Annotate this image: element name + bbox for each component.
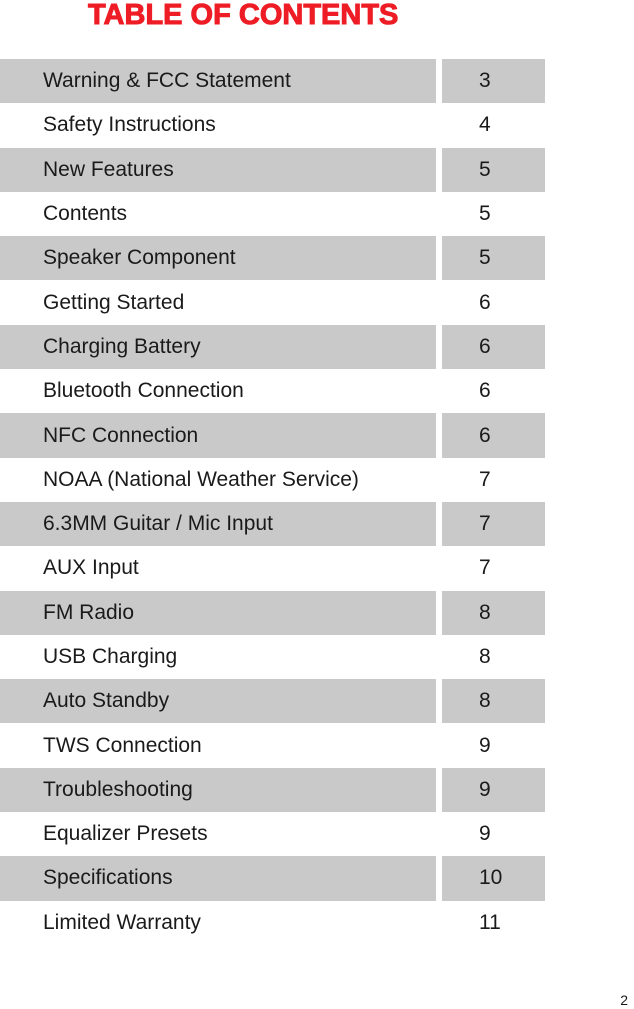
toc-entry [0,280,545,324]
toc-entry-page: 5 [479,202,491,226]
toc-entry-page: 7 [479,467,491,491]
toc-entry-page: 6 [442,413,545,457]
toc-entry [0,546,545,590]
toc-entry-title: Charging Battery [0,325,436,369]
toc-entry [0,723,545,767]
toc-entry-page: 8 [479,645,491,668]
toc-entry-title: Auto Standby [0,679,436,723]
footer-page-number: 2 [620,992,628,1008]
toc-entry-page: 7 [442,502,545,546]
toc-entry-page: 5 [442,148,545,192]
toc-entry-title: NFC Connection [0,413,436,457]
toc-entry-page: 9 [479,733,491,757]
toc-entry-title: TWS Connection [43,733,202,757]
toc-entry [0,856,545,900]
toc-entry-title: Getting Started [43,290,185,314]
toc-entry [0,325,545,369]
toc-entry-title: Troubleshooting [0,768,436,812]
toc-entry-title: Bluetooth Connection [43,379,244,403]
toc-entry [0,502,545,546]
toc-entry [0,901,545,945]
toc-entry [0,768,545,812]
toc-entry-title: New Features [0,148,436,192]
toc-entry-page: 7 [479,556,491,580]
toc-entry [0,812,545,856]
toc-entry-page: 6 [479,379,491,403]
toc-entry-title: USB Charging [43,645,178,668]
toc-entry [0,148,545,192]
toc-entry-title: Speaker Component [0,236,436,280]
toc-entry [0,679,545,723]
toc-entry-title: Safety Instructions [43,113,216,137]
toc-entry [0,236,545,280]
toc-entry [0,369,545,413]
toc-entry-page: 11 [479,910,501,934]
toc-entry-page: 5 [442,236,545,280]
toc-entry-title: Limited Warranty [43,910,201,934]
toc-entry-title: Warning & FCC Statement [0,59,436,103]
toc-entry-page: 10 [442,856,545,900]
toc-entry [0,413,545,457]
toc-entry-page: 9 [479,822,491,846]
toc-entry [0,192,545,236]
toc-entry [0,635,545,679]
toc-entry-page: 6 [479,290,491,314]
toc-entry [0,458,545,502]
toc-entry [0,591,545,635]
toc-entry-page: 4 [479,113,491,137]
toc-entry-page: 6 [442,325,545,369]
toc-entry-title: Specifications [0,856,436,900]
toc-entry-title: Contents [43,202,128,226]
toc-entry-page: 9 [442,768,545,812]
toc-entry-page: 8 [442,679,545,723]
toc-entry-title: FM Radio [0,591,436,635]
toc-entry-page: 3 [442,59,545,103]
toc-list [0,59,545,945]
page-title: TABLE OF CONTENTS [88,0,399,31]
toc-entry [0,103,545,147]
toc-entry [0,59,545,103]
toc-entry-title: Equalizer Presets [43,822,208,846]
toc-entry-page: 8 [442,591,545,635]
toc-entry-title: AUX Input [43,556,139,580]
toc-entry-title: NOAA (National Weather Service) [43,467,359,491]
toc-entry-title: 6.3MM Guitar / Mic Input [0,502,436,546]
